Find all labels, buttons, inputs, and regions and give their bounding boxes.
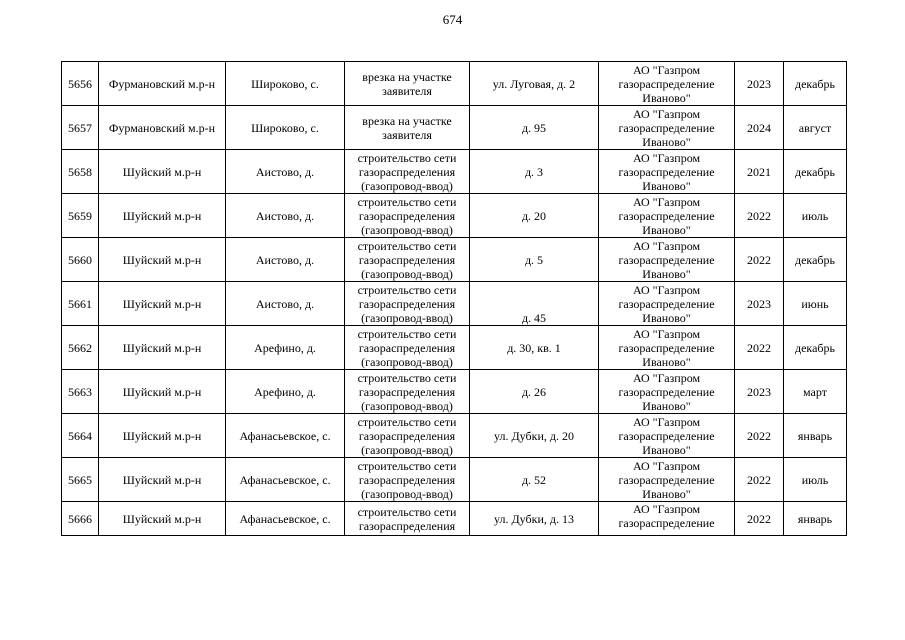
organization-cell-line: Иваново" <box>642 134 691 149</box>
month-cell: декабрь <box>784 326 847 370</box>
work-type-cell-line: (газопровод-ввод) <box>361 354 453 369</box>
organization-cell-line: газораспределение <box>618 76 715 91</box>
month-cell: июль <box>784 194 847 238</box>
table-row <box>62 238 847 282</box>
table-row <box>62 106 847 150</box>
work-type-cell-line: заявителя <box>382 127 432 142</box>
organization-cell-line: АО "Газпром <box>632 282 701 297</box>
district-cell: Шуйский м.р-н <box>99 238 226 282</box>
month-cell: январь <box>784 502 847 536</box>
organization-cell-line: Иваново" <box>642 178 691 193</box>
organization-cell-line: газораспределение <box>618 428 715 443</box>
year-cell: 2023 <box>735 62 784 106</box>
settlement-cell: Аистово, д. <box>226 194 345 238</box>
work-type-cell-line: газораспределения <box>358 428 456 443</box>
row-number: 5666 <box>62 502 99 536</box>
district-cell: Фурмановский м.р-н <box>99 106 226 150</box>
work-type-cell-line: газораспределения <box>358 472 456 487</box>
work-type-cell-line: (газопровод-ввод) <box>361 486 453 501</box>
organization-cell-line: АО "Газпром <box>632 502 701 516</box>
work-type-cell <box>345 282 470 326</box>
work-type-cell-line: строительство сети <box>357 458 457 473</box>
work-type-cell-line: (газопровод-ввод) <box>361 310 453 325</box>
work-type-cell-line: газораспределения <box>358 384 456 399</box>
organization-cell-line: газораспределение <box>618 340 715 355</box>
work-type-cell-line: врезка на участке <box>362 113 452 128</box>
address-cell: д. 95 <box>470 106 599 150</box>
organization-cell-line: Иваново" <box>642 90 691 105</box>
page-number: 674 <box>442 12 463 27</box>
year-cell: 2022 <box>735 458 784 502</box>
month-cell: март <box>784 370 847 414</box>
row-number: 5664 <box>62 414 99 458</box>
table-row <box>62 194 847 238</box>
address-cell: д. 52 <box>470 458 599 502</box>
organization-cell-line: АО "Газпром <box>632 150 701 165</box>
row-number: 5663 <box>62 370 99 414</box>
organization-cell <box>599 282 735 326</box>
settlement-cell: Афанасьевское, с. <box>226 414 345 458</box>
work-type-cell-line: (газопровод-ввод) <box>361 222 453 237</box>
work-type-cell-line: строительство сети <box>357 326 457 341</box>
work-type-cell-line: строительство сети <box>357 150 457 165</box>
organization-cell-line: АО "Газпром <box>632 370 701 385</box>
organization-cell <box>599 150 735 194</box>
organization-cell-line: АО "Газпром <box>632 194 701 209</box>
work-type-cell-line: строительство сети <box>357 194 457 209</box>
district-cell: Шуйский м.р-н <box>99 326 226 370</box>
month-cell: декабрь <box>784 62 847 106</box>
work-type-cell-line: (газопровод-ввод) <box>361 266 453 281</box>
year-cell: 2022 <box>735 414 784 458</box>
settlement-cell: Широково, с. <box>226 106 345 150</box>
address-cell: д. 3 <box>470 150 599 194</box>
organization-cell-line: Иваново" <box>642 310 691 325</box>
district-cell: Шуйский м.р-н <box>99 282 226 326</box>
work-type-cell <box>345 238 470 282</box>
organization-cell <box>599 502 735 536</box>
district-cell: Шуйский м.р-н <box>99 414 226 458</box>
table-row <box>62 458 847 502</box>
settlement-cell: Аистово, д. <box>226 238 345 282</box>
organization-cell <box>599 62 735 106</box>
work-type-cell <box>345 458 470 502</box>
table-row <box>62 370 847 414</box>
month-cell: июнь <box>784 282 847 326</box>
organization-cell-line: газораспределение <box>618 296 715 311</box>
settlement-cell: Аистово, д. <box>226 282 345 326</box>
organization-cell <box>599 370 735 414</box>
settlement-cell: Арефино, д. <box>226 370 345 414</box>
work-type-cell-line: заявителя <box>382 83 432 98</box>
work-type-cell <box>345 370 470 414</box>
organization-cell <box>599 326 735 370</box>
address-cell: д. 20 <box>470 194 599 238</box>
table-body <box>62 62 847 536</box>
settlement-cell: Аистово, д. <box>226 150 345 194</box>
work-type-cell-line: газораспределения <box>358 340 456 355</box>
address-cell: д. 26 <box>470 370 599 414</box>
district-cell: Шуйский м.р-н <box>99 150 226 194</box>
address-cell: д. 5 <box>470 238 599 282</box>
address-cell: ул. Дубки, д. 20 <box>470 414 599 458</box>
organization-cell-line: газораспределение <box>618 208 715 223</box>
row-number: 5661 <box>62 282 99 326</box>
organization-cell-line: Иваново" <box>642 398 691 413</box>
table-row <box>62 62 847 106</box>
work-type-cell-line: газораспределения <box>358 518 456 533</box>
address-cell: д. 30, кв. 1 <box>470 326 599 370</box>
year-cell: 2022 <box>735 238 784 282</box>
work-type-cell <box>345 150 470 194</box>
organization-cell-line: газораспределение <box>618 252 715 267</box>
year-cell: 2022 <box>735 502 784 536</box>
organization-cell-line: АО "Газпром <box>632 106 701 121</box>
organization-cell-line: газораспределение <box>618 164 715 179</box>
work-type-cell-line: (газопровод-ввод) <box>361 178 453 193</box>
row-number: 5657 <box>62 106 99 150</box>
organization-cell-line: газораспределение <box>618 384 715 399</box>
work-type-cell-line: строительство сети <box>357 504 457 519</box>
organization-cell-line: Иваново" <box>642 442 691 457</box>
month-cell: август <box>784 106 847 150</box>
year-cell: 2023 <box>735 370 784 414</box>
work-type-cell-line: строительство сети <box>357 282 457 297</box>
work-type-cell-line: строительство сети <box>357 238 457 253</box>
organization-cell-line: Иваново" <box>642 486 691 501</box>
address-cell: д. 45 <box>470 282 599 326</box>
district-cell: Шуйский м.р-н <box>99 502 226 536</box>
organization-cell-line: Иваново" <box>642 354 691 369</box>
year-cell: 2022 <box>735 326 784 370</box>
work-type-cell <box>345 194 470 238</box>
settlement-cell: Афанасьевское, с. <box>226 502 345 536</box>
organization-cell-line: АО "Газпром <box>632 238 701 253</box>
row-number: 5659 <box>62 194 99 238</box>
row-number: 5665 <box>62 458 99 502</box>
year-cell: 2023 <box>735 282 784 326</box>
row-number: 5658 <box>62 150 99 194</box>
organization-cell-line: Иваново" <box>642 266 691 281</box>
settlement-cell: Широково, с. <box>226 62 345 106</box>
month-cell: январь <box>784 414 847 458</box>
table-row <box>62 502 847 536</box>
work-type-cell <box>345 62 470 106</box>
work-type-cell <box>345 502 470 536</box>
work-type-cell-line: (газопровод-ввод) <box>361 398 453 413</box>
settlement-cell: Афанасьевское, с. <box>226 458 345 502</box>
address-cell: ул. Луговая, д. 2 <box>470 62 599 106</box>
work-type-cell-line: строительство сети <box>357 414 457 429</box>
organization-cell-line: газораспределение <box>618 472 715 487</box>
table-row <box>62 282 847 326</box>
organization-cell <box>599 414 735 458</box>
district-cell: Шуйский м.р-н <box>99 370 226 414</box>
work-type-cell-line: газораспределения <box>358 252 456 267</box>
month-cell: декабрь <box>784 150 847 194</box>
table-row <box>62 326 847 370</box>
organization-cell <box>599 194 735 238</box>
organization-cell <box>599 458 735 502</box>
organization-cell-line: газораспределение <box>618 516 715 530</box>
organization-cell <box>599 106 735 150</box>
row-number: 5660 <box>62 238 99 282</box>
organization-cell-line: АО "Газпром <box>632 414 701 429</box>
work-type-cell-line: врезка на участке <box>362 69 452 84</box>
organization-cell <box>599 238 735 282</box>
organization-cell-line: АО "Газпром <box>632 62 701 77</box>
organization-cell-line: газораспределение <box>618 120 715 135</box>
work-type-cell-line: газораспределения <box>358 296 456 311</box>
work-type-cell-line: строительство сети <box>357 370 457 385</box>
work-type-cell-line: (газопровод-ввод) <box>361 442 453 457</box>
address-cell: ул. Дубки, д. 13 <box>470 502 599 536</box>
table-row <box>62 150 847 194</box>
work-type-cell <box>345 326 470 370</box>
row-number: 5656 <box>62 62 99 106</box>
work-type-cell <box>345 414 470 458</box>
work-type-cell-line: газораспределения <box>358 208 456 223</box>
settlement-cell: Арефино, д. <box>226 326 345 370</box>
row-number: 5662 <box>62 326 99 370</box>
month-cell: декабрь <box>784 238 847 282</box>
organization-cell-line: Иваново" <box>642 222 691 237</box>
organization-cell-line: АО "Газпром <box>632 326 701 341</box>
organization-cell-line: АО "Газпром <box>632 458 701 473</box>
district-cell: Шуйский м.р-н <box>99 194 226 238</box>
month-cell: июль <box>784 458 847 502</box>
district-cell: Шуйский м.р-н <box>99 458 226 502</box>
work-type-cell <box>345 106 470 150</box>
gasification-table <box>61 61 847 536</box>
year-cell: 2022 <box>735 194 784 238</box>
year-cell: 2021 <box>735 150 784 194</box>
table-row <box>62 414 847 458</box>
district-cell: Фурмановский м.р-н <box>99 62 226 106</box>
work-type-cell-line: газораспределения <box>358 164 456 179</box>
year-cell: 2024 <box>735 106 784 150</box>
